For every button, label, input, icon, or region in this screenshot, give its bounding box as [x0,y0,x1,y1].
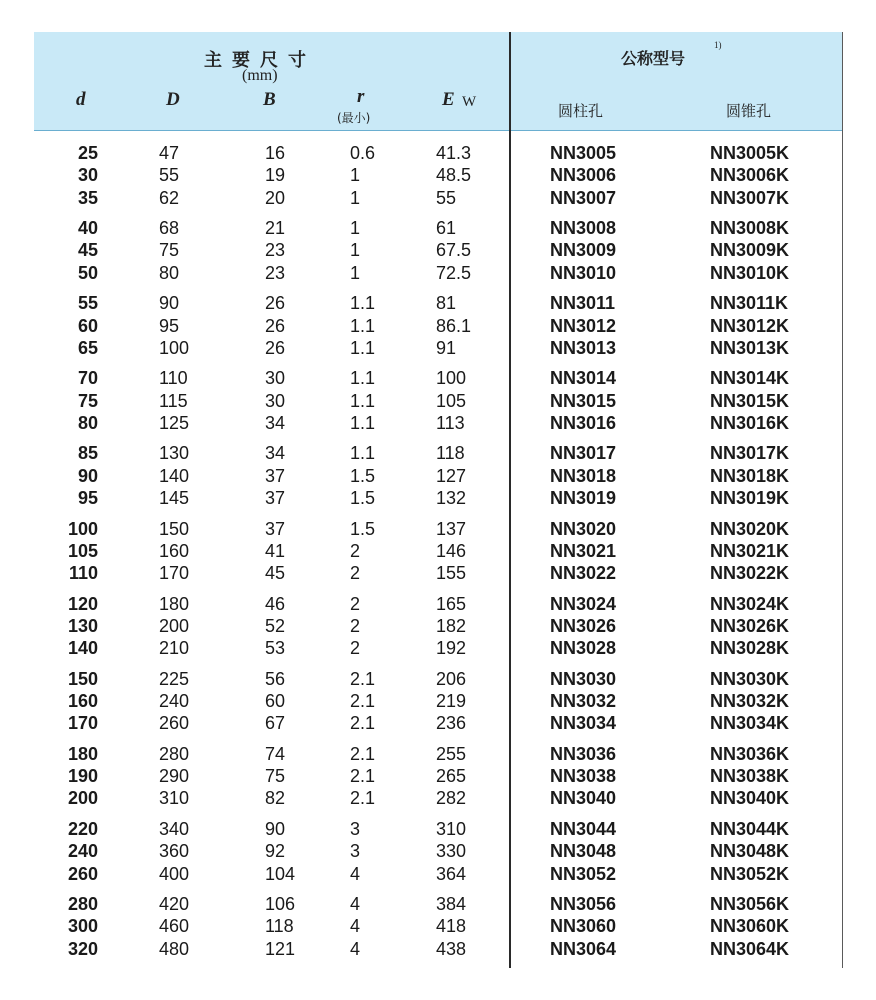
cell-D: 480 [159,938,190,959]
cell-r: 4 [350,863,361,884]
cell-Ew: 165 [436,593,467,614]
cell-cylindrical-model: NN3052 [550,863,617,884]
cell-Ew: 265 [436,766,467,787]
cell-D: 62 [159,187,180,208]
cell-r: 3 [350,818,361,839]
cell-B: 60 [265,691,286,711]
cell-tapered-model: NN3021K [710,540,790,561]
cell-B: 90 [265,818,286,839]
cell-D: 170 [159,563,190,584]
cell-B: 37 [265,518,286,539]
cell-D: 150 [159,518,190,539]
cell-r: 4 [350,894,361,914]
cell-cylindrical-model: NN3010 [550,262,617,283]
cell-B: 45 [265,563,286,584]
cell-D: 55 [159,165,180,186]
cell-Ew: 55 [436,187,457,208]
cell-r: 2 [350,540,361,561]
cell-Ew: 61 [436,218,457,239]
cell-B: 26 [265,315,286,336]
cell-r: 2 [350,615,361,636]
cell-Ew: 86.1 [436,315,472,336]
cell-r: 2.1 [350,713,376,734]
cell-tapered-model: NN3015K [710,390,790,411]
cell-tapered-model: NN3048K [710,841,790,862]
cell-Ew: 192 [436,638,467,659]
cell-d: 120 [67,593,98,614]
cell-cylindrical-model: NN3020 [550,518,617,539]
cell-B: 52 [265,615,286,636]
cell-Ew: 48.5 [436,165,472,186]
cell-d: 35 [77,187,98,208]
cell-r: 4 [350,938,361,959]
cell-d: 170 [67,713,98,734]
cell-d: 320 [67,938,98,959]
cell-D: 340 [159,818,190,839]
cell-Ew: 146 [436,540,467,561]
cell-tapered-model: NN3013K [710,337,790,358]
cell-tapered-model: NN3017K [710,443,790,464]
cell-d: 90 [77,465,98,486]
cell-B: 19 [265,165,286,186]
cell-B: 92 [265,841,286,862]
cell-B: 74 [265,743,286,764]
cell-cylindrical-model: NN3024 [550,593,617,614]
cell-d: 190 [67,766,98,787]
cell-cylindrical-model: NN3007 [550,187,617,208]
cell-D: 130 [159,443,190,464]
cell-cylindrical-model: NN3014 [550,368,617,389]
cell-D: 310 [159,788,190,809]
cell-d: 110 [68,563,98,584]
cell-Ew: 438 [436,938,467,959]
cell-d: 260 [67,863,98,884]
col-header-cylindrical-bore: 圆柱孔 [558,102,604,120]
cell-r: 1.1 [350,337,376,358]
cell-r: 3 [350,841,361,862]
cell-tapered-model: NN3016K [710,412,790,433]
cell-d: 65 [77,337,98,358]
cell-tapered-model: NN3010K [710,262,790,283]
cell-cylindrical-model: NN3044 [550,818,617,839]
cell-d: 95 [77,488,98,508]
cell-cylindrical-model: NN3064 [550,938,617,959]
cell-D: 110 [159,368,188,389]
model-number-title: 公称型号 [621,49,686,68]
cell-tapered-model: NN3044K [710,818,790,839]
cell-cylindrical-model: NN3028 [550,638,617,659]
cell-B: 106 [265,894,296,914]
cell-tapered-model: NN3009K [710,240,790,261]
col-header-E-subscript: W [462,94,477,110]
cell-B: 37 [265,465,286,486]
cell-Ew: 72.5 [436,262,472,283]
cell-d: 80 [77,412,98,433]
cell-D: 200 [159,615,190,636]
cell-tapered-model: NN3032K [710,691,790,711]
cell-r: 2 [350,638,361,659]
cell-B: 67 [265,713,286,734]
cell-B: 41 [265,540,286,561]
cell-r: 1.1 [350,443,376,464]
cell-B: 16 [265,143,286,163]
cell-tapered-model: NN3020K [710,518,790,539]
cell-Ew: 132 [436,488,467,508]
cell-Ew: 137 [436,518,467,539]
cell-B: 26 [265,337,286,358]
cell-B: 23 [265,262,286,283]
cell-d: 85 [77,443,98,464]
cell-tapered-model: NN3034K [710,713,790,734]
cell-D: 100 [159,337,190,358]
cell-D: 290 [159,766,190,787]
cell-cylindrical-model: NN3056 [550,894,617,914]
cell-D: 160 [159,540,190,561]
cell-cylindrical-model: NN3030 [550,668,617,689]
cell-D: 260 [159,713,190,734]
cell-Ew: 418 [436,916,467,937]
cell-D: 400 [159,863,190,884]
cell-Ew: 113 [436,412,465,433]
cell-r: 2.1 [350,743,376,764]
cell-cylindrical-model: NN3006 [550,165,617,186]
cell-d: 140 [67,638,98,659]
column-divider [509,32,511,968]
cell-tapered-model: NN3018K [710,465,790,486]
cell-cylindrical-model: NN3013 [550,337,617,358]
cell-cylindrical-model: NN3019 [550,488,617,508]
cell-d: 300 [67,916,98,937]
cell-d: 240 [67,841,98,862]
cell-d: 180 [67,743,98,764]
model-footnote-marker: 1) [714,40,722,50]
cell-B: 23 [265,240,286,261]
cell-r: 2 [350,563,361,584]
cell-D: 460 [159,916,190,937]
cell-cylindrical-model: NN3032 [550,691,617,711]
col-header-E: E [442,89,455,110]
unit-label: (mm) [242,67,278,84]
cell-D: 68 [159,218,180,239]
cell-r: 1 [350,262,361,283]
col-header-D: D [166,89,180,110]
cell-B: 37 [265,488,286,508]
cell-B: 30 [265,390,286,411]
cell-r: 1.1 [350,368,376,389]
cell-D: 240 [159,691,190,711]
col-header-tapered-bore: 圆锥孔 [726,102,772,120]
cell-cylindrical-model: NN3018 [550,465,617,486]
cell-tapered-model: NN3036K [710,743,790,764]
cell-r: 0.6 [350,143,376,163]
cell-tapered-model: NN3060K [710,916,790,937]
cell-D: 210 [159,638,190,659]
cell-tapered-model: NN3022K [710,563,790,584]
cell-Ew: 91 [436,337,457,358]
cell-r: 2.1 [350,766,376,787]
cell-d: 60 [77,315,98,336]
table-right-border [842,32,843,968]
main-dimensions-title: 主要尺寸 [204,50,316,71]
cell-d: 160 [67,691,98,711]
cell-D: 280 [159,743,190,764]
cell-B: 53 [265,638,286,659]
cell-r: 1 [350,240,361,261]
cell-D: 90 [159,293,180,314]
cell-Ew: 127 [436,465,467,486]
cell-cylindrical-model: NN3011 [550,293,616,314]
cell-cylindrical-model: NN3017 [550,443,617,464]
cell-r: 2.1 [350,788,376,809]
cell-d: 100 [67,518,98,539]
cell-Ew: 182 [436,615,467,636]
cell-B: 46 [265,593,286,614]
cell-tapered-model: NN3012K [710,315,790,336]
cell-d: 40 [77,218,98,239]
cell-cylindrical-model: NN3060 [550,916,617,937]
cell-r: 1.5 [350,518,376,539]
cell-D: 140 [159,465,190,486]
cell-d: 150 [67,668,98,689]
cell-cylindrical-model: NN3012 [550,315,617,336]
cell-r: 1.1 [350,390,376,411]
cell-cylindrical-model: NN3005 [550,143,617,163]
cell-tapered-model: NN3030K [710,668,790,689]
cell-D: 125 [159,412,190,433]
cell-D: 95 [159,315,180,336]
cell-r: 1.1 [350,412,376,433]
cell-B: 104 [265,863,296,884]
cell-tapered-model: NN3040K [710,788,790,809]
cell-D: 145 [159,488,190,508]
cell-d: 130 [67,615,98,636]
cell-d: 45 [77,240,98,261]
cell-d: 220 [67,818,98,839]
cell-d: 25 [77,143,98,163]
cell-B: 20 [265,187,286,208]
cell-d: 200 [67,788,98,809]
cell-tapered-model: NN3038K [710,766,790,787]
cell-r: 1 [350,187,361,208]
cell-tapered-model: NN3052K [710,863,790,884]
cell-B: 21 [265,218,286,239]
cell-r: 4 [350,916,361,937]
cell-tapered-model: NN3028K [710,638,790,659]
cell-B: 26 [265,293,286,314]
cell-tapered-model: NN3006K [710,165,790,186]
cell-Ew: 118 [436,443,465,464]
cell-Ew: 255 [436,743,467,764]
col-header-d: d [76,89,86,110]
cell-Ew: 206 [436,668,467,689]
cell-B: 56 [265,668,286,689]
cell-cylindrical-model: NN3026 [550,615,617,636]
cell-r: 1.5 [350,465,376,486]
cell-D: 420 [159,894,190,914]
cell-tapered-model: NN3007K [710,187,790,208]
cell-r: 2.1 [350,691,376,711]
cell-r: 1.1 [350,293,376,314]
cell-cylindrical-model: NN3021 [550,540,617,561]
cell-d: 30 [77,165,98,186]
cell-Ew: 41.3 [436,143,472,163]
cell-cylindrical-model: NN3015 [550,390,617,411]
cell-Ew: 67.5 [436,240,472,261]
cell-D: 80 [159,262,180,283]
col-header-B: B [263,89,276,110]
cell-Ew: 105 [436,390,467,411]
cell-B: 82 [265,788,286,809]
cell-cylindrical-model: NN3036 [550,743,617,764]
cell-cylindrical-model: NN3008 [550,218,617,239]
col-header-r: r [357,86,365,107]
cell-cylindrical-model: NN3048 [550,841,617,862]
cell-D: 180 [159,593,190,614]
cell-tapered-model: NN3026K [710,615,790,636]
cell-B: 75 [265,766,286,787]
cell-tapered-model: NN3005K [710,143,790,163]
cell-D: 225 [159,668,190,689]
cell-r: 1.1 [350,315,376,336]
cell-tapered-model: NN3056K [710,894,790,914]
cell-B: 34 [265,412,286,433]
cell-r: 1 [350,218,361,239]
cell-Ew: 219 [436,691,467,711]
cell-Ew: 330 [436,841,467,862]
cell-tapered-model: NN3019K [710,488,790,508]
cell-d: 55 [77,293,98,314]
cell-d: 280 [67,894,98,914]
cell-d: 50 [77,262,98,283]
cell-r: 1.5 [350,488,376,508]
cell-d: 105 [67,540,98,561]
col-header-r-note: (最小) [337,111,371,125]
cell-cylindrical-model: NN3016 [550,412,617,433]
cell-tapered-model: NN3011K [710,293,789,314]
cell-B: 121 [265,938,296,959]
cell-cylindrical-model: NN3038 [550,766,617,787]
cell-cylindrical-model: NN3009 [550,240,617,261]
cell-B: 34 [265,443,286,464]
cell-r: 1 [350,165,361,186]
cell-Ew: 364 [436,863,467,884]
cell-Ew: 384 [436,894,467,914]
cell-Ew: 236 [436,713,467,734]
cell-cylindrical-model: NN3022 [550,563,617,584]
cell-tapered-model: NN3064K [710,938,790,959]
cell-D: 360 [159,841,190,862]
cell-B: 118 [265,916,294,937]
cell-cylindrical-model: NN3034 [550,713,617,734]
cell-Ew: 155 [436,563,467,584]
cell-tapered-model: NN3008K [710,218,790,239]
cell-r: 2.1 [350,668,376,689]
cell-d: 75 [77,390,98,411]
cell-Ew: 81 [436,293,457,314]
cell-D: 75 [159,240,180,261]
cell-Ew: 282 [436,788,467,809]
cell-tapered-model: NN3014K [710,368,790,389]
cell-B: 30 [265,368,286,389]
cell-cylindrical-model: NN3040 [550,788,617,809]
cell-d: 70 [77,368,98,389]
cell-Ew: 310 [436,818,467,839]
cell-D: 115 [159,390,188,411]
cell-D: 47 [159,143,180,163]
cell-r: 2 [350,593,361,614]
cell-tapered-model: NN3024K [710,593,790,614]
cell-Ew: 100 [436,368,467,389]
